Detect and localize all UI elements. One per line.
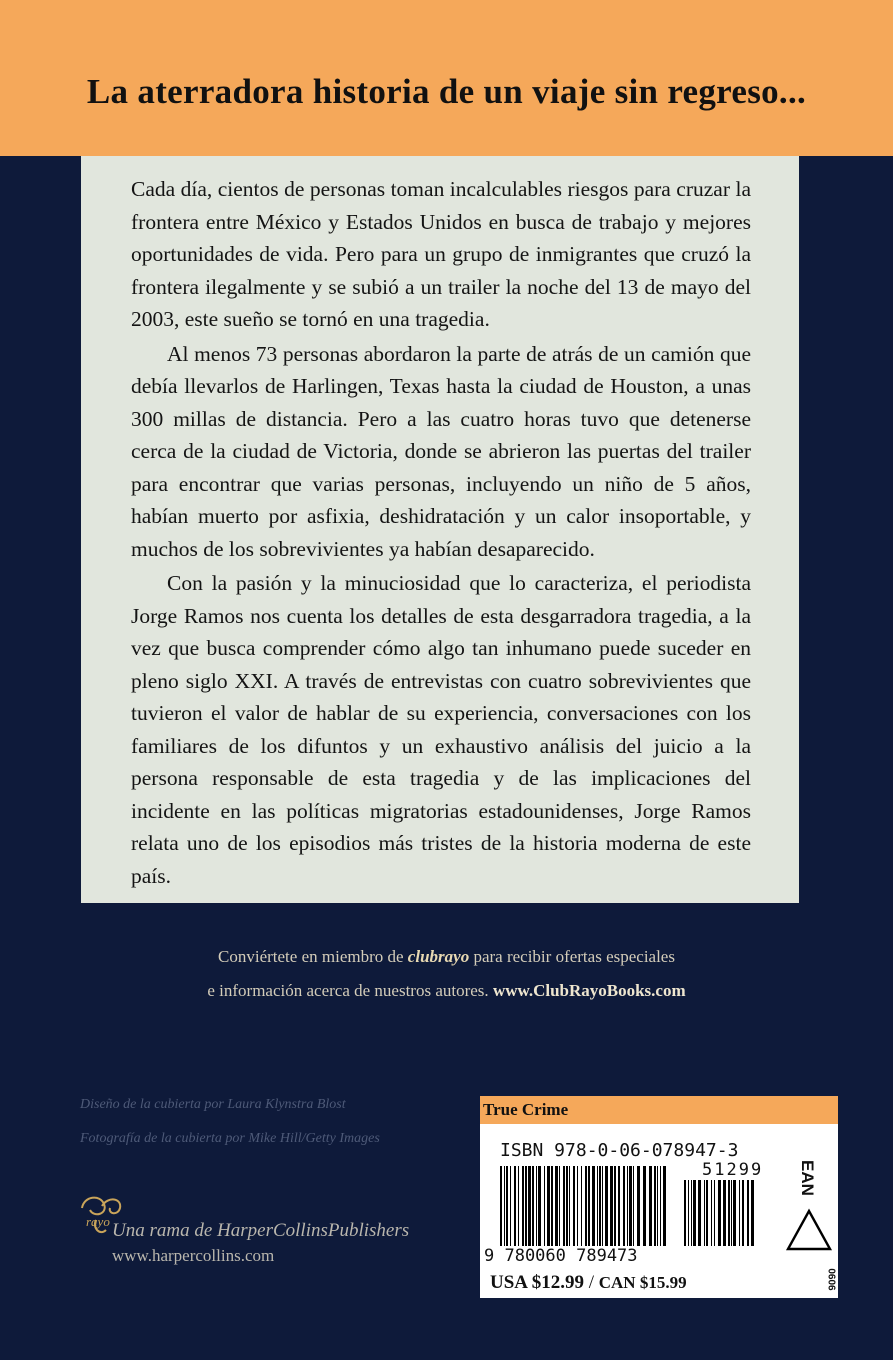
barcode-bar — [573, 1166, 575, 1246]
photo-credit: Fotografía de la cubierta por Mike Hill/Getty Images — [80, 1131, 380, 1146]
blurb-paragraph-1: Cada día, cientos de personas toman incalculables riesgos para cruzar la frontera entre México y Estados Unidos en busca de trabajo y mejores oportunidades de vida. Pero para un grupo de inmigrantes que cruzó la frontera ilegalmente y se subió a un trailer la noche del 13 de mayo del 2003, este sueño se tornó en una tragedia. — [131, 177, 751, 331]
barcode-bar — [723, 1180, 726, 1246]
barcode-bar — [733, 1180, 736, 1246]
design-credit: Diseño de la cubierta por Laura Klynstra Blost — [80, 1097, 346, 1112]
blurb-paragraph-2: Al menos 73 personas abordaron la parte de atrás de un camión que debía llevarlos de Harlingen, Texas hasta la ciudad de Houston, a unas 300 millas de distancia. Pero a las cuatro horas tuvo que detenerse cerca de la ciudad de Victoria, donde se abrieron las puertas del trailer para encontrar que varias personas, incluyendo un niño de 5 años, habían muerto por asfixia, deshidratación y un calor insoportable, y muchos de los sobrevivientes ya habían desaparecido. — [131, 341, 751, 561]
ean-label: EAN — [797, 1160, 817, 1196]
rayo-logo-text: rayo — [86, 1214, 110, 1229]
barcode-bar — [525, 1166, 527, 1246]
barcode-bar — [739, 1180, 740, 1246]
barcode-bar — [742, 1180, 744, 1246]
club-line-1 — [0, 940, 893, 974]
barcode-bar — [569, 1166, 570, 1246]
clubrayo-logo-rayo: rayo — [438, 947, 470, 966]
barcode-bar — [728, 1180, 730, 1246]
barcode-bar — [718, 1180, 721, 1246]
barcode-bar — [633, 1166, 634, 1246]
barcode-bar — [581, 1166, 582, 1246]
barcode-bar — [605, 1166, 608, 1246]
barcode-bar — [614, 1166, 616, 1246]
publisher-suffix: Publishers — [327, 1220, 410, 1241]
barcode-bar — [731, 1180, 732, 1246]
club-text-after: para recibir ofertas especiales — [469, 947, 675, 966]
isbn-number: ISBN 978-0-06-078947-3 — [500, 1140, 739, 1161]
barcode-bar — [629, 1166, 632, 1246]
barcode-bar — [577, 1166, 578, 1246]
barcode-bar — [610, 1166, 613, 1246]
blurb-paragraph-3: Con la pasión y la minuciosidad que lo caracteriza, el periodista Jorge Ramos nos cuenta los detalles de esta desgarradora tragedia, a la vez que busca comprender cómo algo tan inhumano puede suceder en pleno siglo XXI. A través de entrevistas con cuatro sobrevivientes que tuvieron el valor de hablar de su experiencia, conversaciones con los familiares de los difuntos y un exhaustivo análisis del juicio a la persona responsable de esta tragedia y de las implicaciones del incidente en las políticas migratorias estadounidenses, Jorge Ramos relata uno de los episodios más tristes de la historia moderna de este país. — [131, 571, 751, 888]
side-code: 0606 — [825, 1268, 837, 1291]
barcode-bar — [538, 1166, 541, 1246]
barcode-bar — [504, 1166, 505, 1246]
barcode-bar — [528, 1166, 531, 1246]
barcode-bar — [551, 1166, 553, 1246]
price-can: CAN $15.99 — [598, 1273, 687, 1292]
barcode-bar — [637, 1166, 640, 1246]
barcode-bar — [514, 1166, 516, 1246]
barcode-bar — [643, 1166, 646, 1246]
publisher-url-link[interactable]: www.harpercollins.com — [112, 1246, 275, 1265]
barcode-bar — [693, 1180, 696, 1246]
barcode-bar — [698, 1180, 701, 1246]
price-usa: USA $12.99 — [490, 1272, 584, 1293]
barcode-bar — [684, 1180, 686, 1246]
barcode-bar — [518, 1166, 519, 1246]
barcode-bar — [597, 1166, 598, 1246]
barcode-bar — [588, 1166, 590, 1246]
barcode-bar — [599, 1166, 601, 1246]
price-line — [490, 1272, 687, 1294]
price-code: 51299 — [702, 1160, 764, 1180]
clubrayo-logo-club: club — [407, 947, 439, 966]
barcode-bar — [663, 1166, 666, 1246]
barcode-bar — [649, 1166, 652, 1246]
barcode-bar — [536, 1166, 537, 1246]
barcode-bar — [627, 1166, 628, 1246]
barcode-bar — [544, 1166, 545, 1246]
club-promo — [0, 940, 893, 1008]
barcode-bar — [704, 1180, 705, 1246]
publisher-line — [112, 1220, 409, 1242]
barcode-bar — [506, 1166, 508, 1246]
barcode-bar — [532, 1166, 534, 1246]
publisher-prefix: Una rama de HarperCollins — [112, 1220, 328, 1241]
barcode-bar — [618, 1166, 620, 1246]
barcode-bar — [510, 1166, 511, 1246]
barcode-bar — [623, 1166, 625, 1246]
barcode-bar — [654, 1166, 656, 1246]
barcode-bar — [592, 1166, 595, 1246]
barcode-bar — [751, 1180, 754, 1246]
genre-label: True Crime — [483, 1100, 569, 1119]
club-text-line-2: e información acerca de nuestros autores. — [207, 981, 493, 1000]
barcode-bars-icon — [480, 1096, 838, 1298]
barcode-bar — [566, 1166, 568, 1246]
barcode-bar — [563, 1166, 565, 1246]
price-separator: / — [583, 1272, 599, 1293]
barcode-bar — [657, 1166, 658, 1246]
club-line-2 — [0, 974, 893, 1008]
barcode-block — [480, 1096, 838, 1298]
tagline: La aterradora historia de un viaje sin regreso... — [86, 72, 807, 111]
barcode-bar — [691, 1180, 692, 1246]
clubrayo-logo — [408, 947, 469, 966]
barcode-bar — [555, 1166, 558, 1246]
top-banner — [0, 0, 893, 156]
barcode-bar — [711, 1180, 712, 1246]
club-text-before: Conviértete en miembro de — [218, 947, 408, 966]
barcode-bar — [522, 1166, 524, 1246]
blurb-panel — [81, 156, 799, 903]
barcode-bar — [500, 1166, 502, 1246]
barcode-bar — [660, 1166, 661, 1246]
barcode-bar — [559, 1166, 560, 1246]
barcode-bar — [585, 1166, 587, 1246]
club-url-link[interactable]: www.ClubRayoBooks.com — [492, 981, 686, 1000]
cover-credits — [80, 1088, 380, 1156]
barcode-bar — [688, 1180, 689, 1246]
barcode-bar — [602, 1166, 603, 1246]
barcode-bar — [706, 1180, 708, 1246]
barcode-bar — [714, 1180, 715, 1246]
barcode-bar — [547, 1166, 550, 1246]
ean-digits: 9 780060 789473 — [484, 1246, 638, 1266]
triangle-icon — [785, 1208, 833, 1252]
barcode-bar — [747, 1180, 749, 1246]
